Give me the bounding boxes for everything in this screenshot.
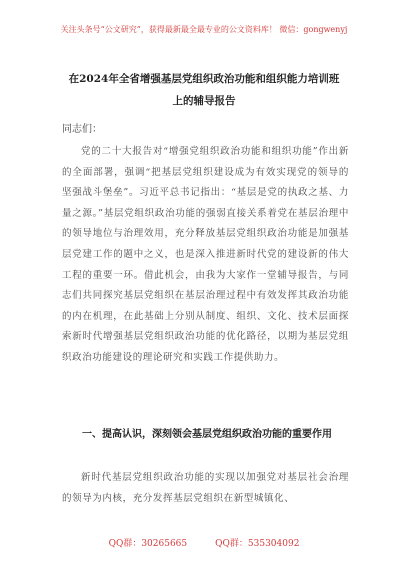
- greeting: 同志们：: [62, 124, 102, 135]
- title-line-1: 在2024年全省增强基层党组织政治功能和组织能力培训班: [68, 73, 340, 85]
- footer-qq-group-2: QQ群：535304092: [215, 539, 300, 549]
- footer-qq-group-1: QQ群：30265665: [108, 539, 188, 549]
- body-paragraph-2: 新时代基层党组织政治功能的实现以加强党对基层社会治理的领导为内核，充分发挥基层党组织在新型城镇化、: [62, 472, 349, 504]
- section-heading-1: 一、提高认识，深刻领会基层党组织政治功能的重要作用: [82, 429, 332, 440]
- title-line-2: 上的辅导报告: [172, 95, 236, 107]
- footer-note: [0, 536, 408, 549]
- header-note: 关注头条号“公文研究”，获得最新最全最专业的公文资料库！ 微信：gongwenyj: [60, 25, 348, 34]
- document-title: [50, 68, 358, 112]
- body-paragraph-1: 党的二十大报告对“增强党组织政治功能和组织功能”作出新的全面部署，强调“把基层党组织建设成为有效实现党的领导的坚强战斗堡垒”。习近平总书记指出：“基层是党的执政之基、力量之源。”基层党组织政治功能的强弱直接关系着党在基层治理中的领导地位与治理效用，充分释放基层党组织政治功能是加强基层党建工作的题中之义，也是深入推进新时代党的建设新的伟大工程的重要一环。借此机会，由我为大家作一堂辅导报告，与同志们共同探究基层党组织在基层治理过程中有效发挥其政治功能的内在机理，在此基础上分别从制度、组织、文化、技术层面探索新时代增强基层党组织政治功能的优化路径，以期为基层党组织政治功能建设的理论研究和实践工作提供助力。: [62, 146, 349, 363]
